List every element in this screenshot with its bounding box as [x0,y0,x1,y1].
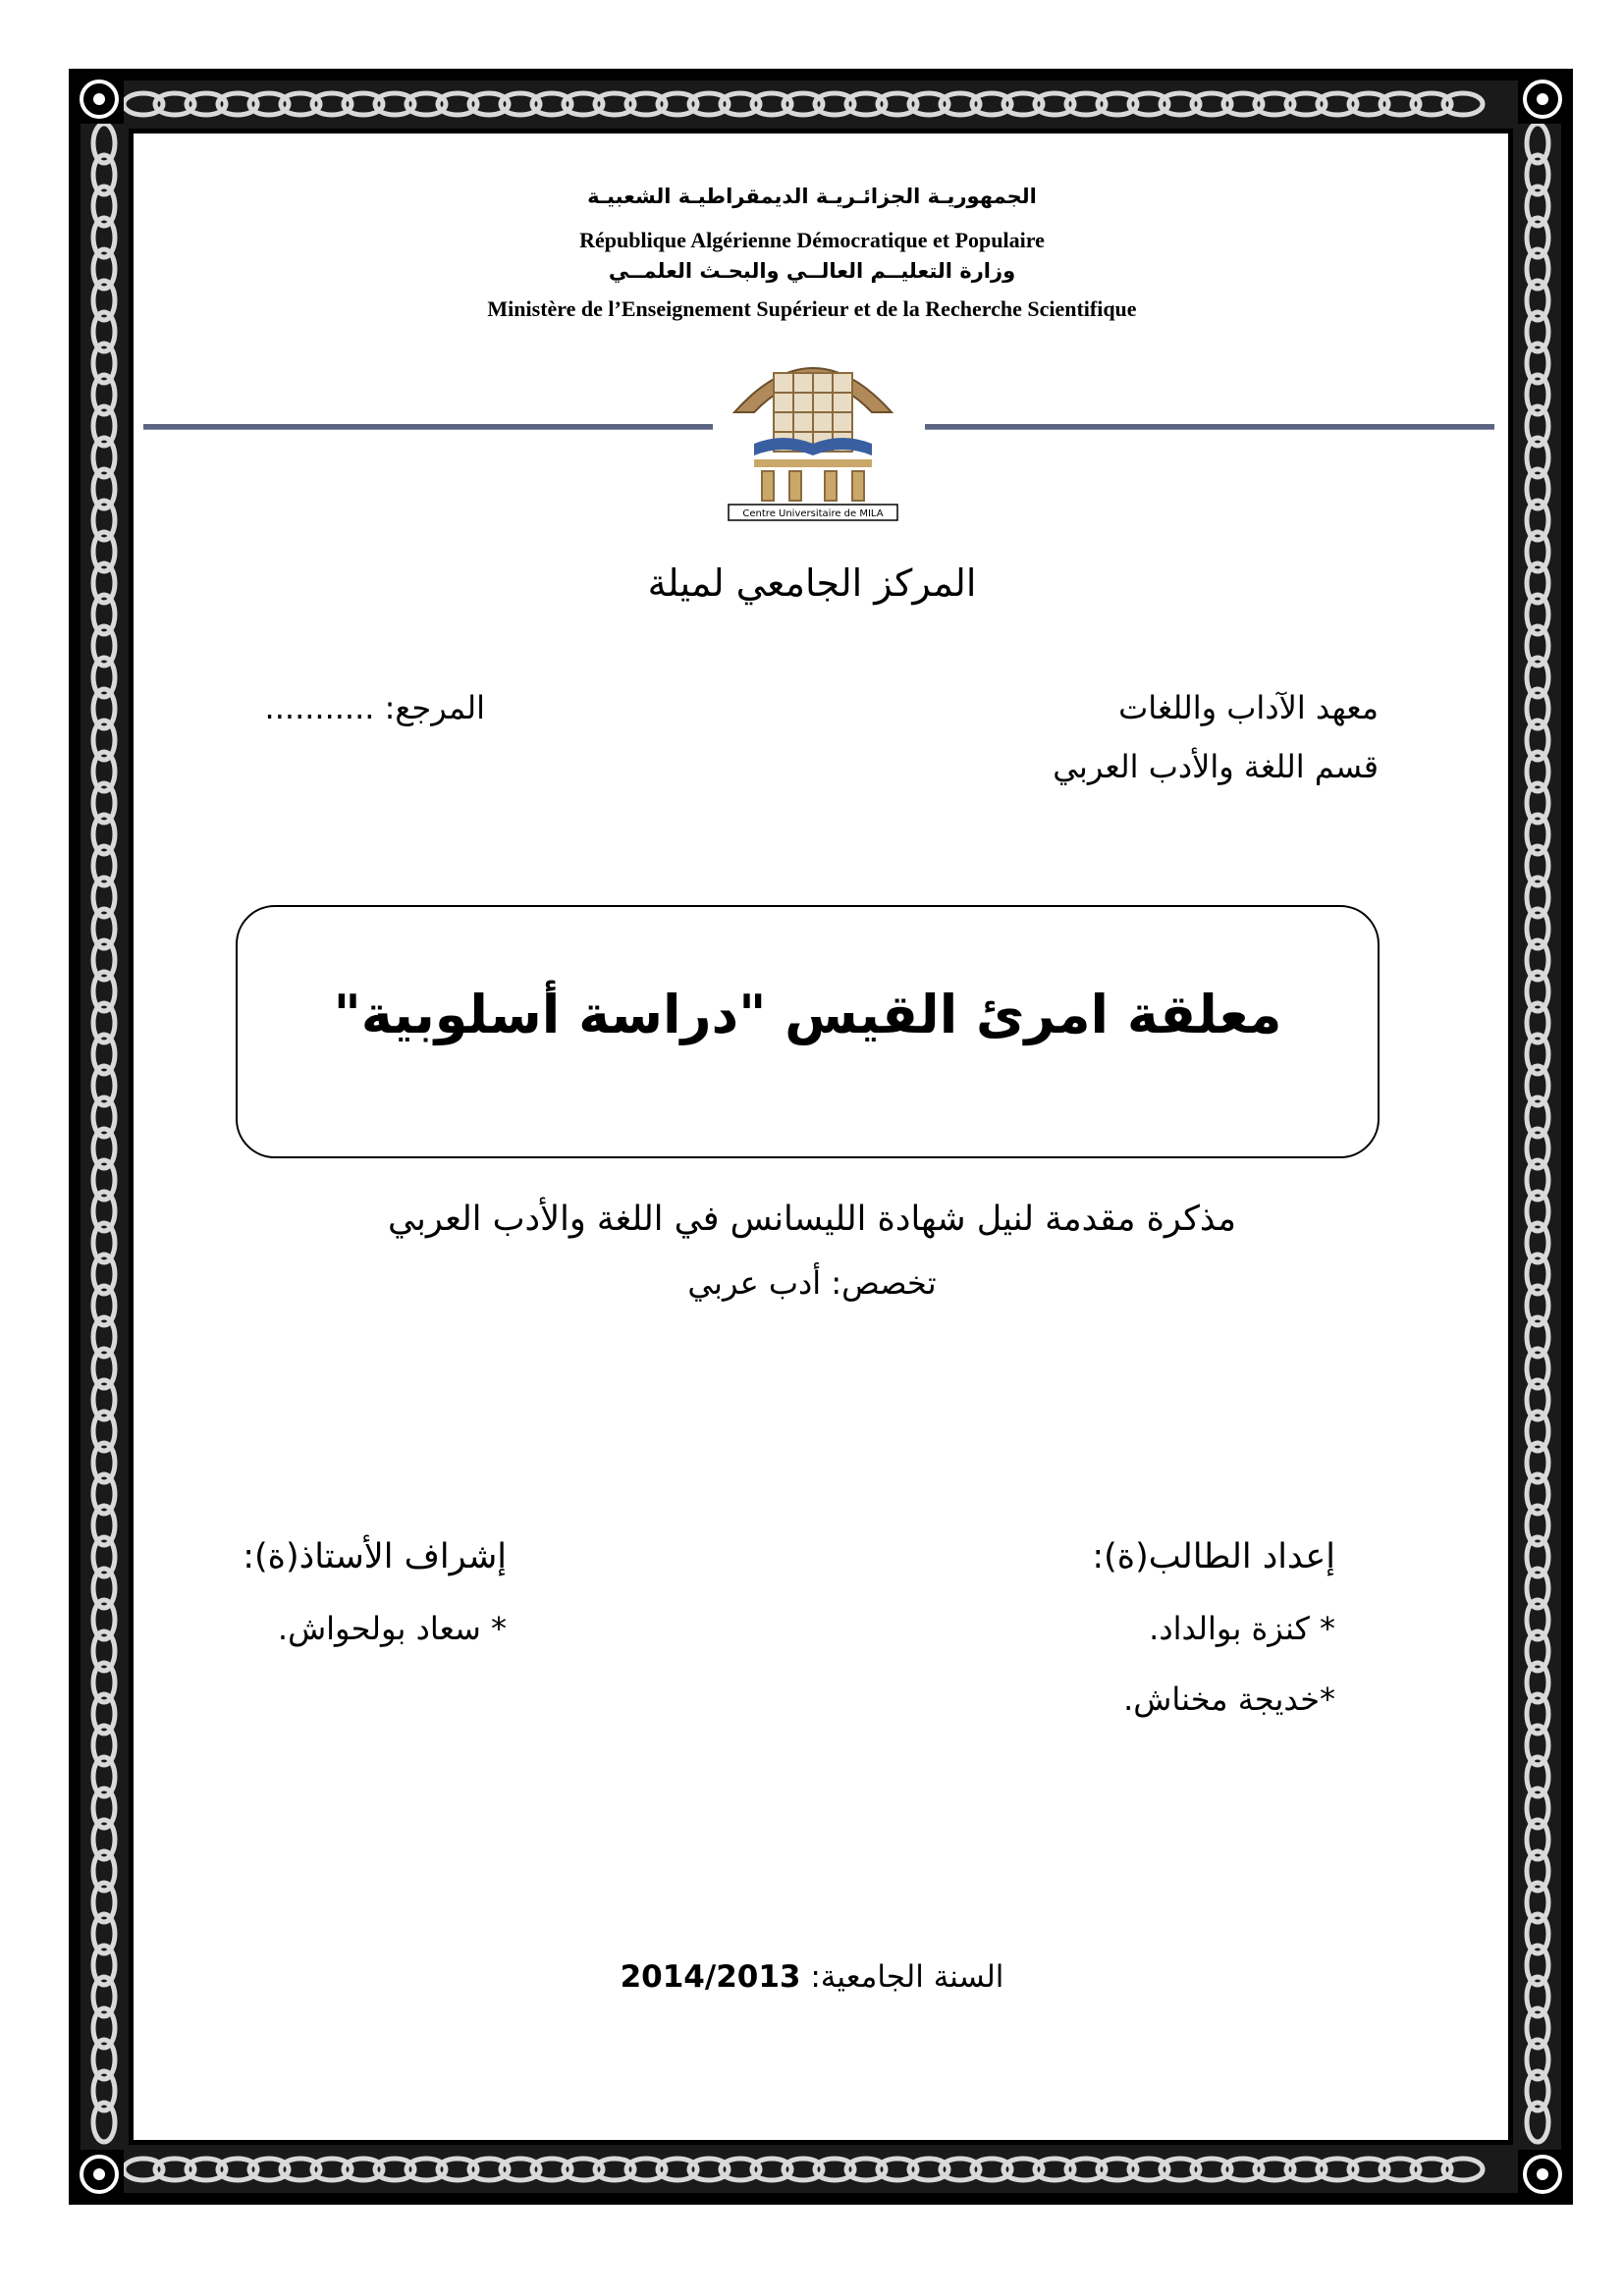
reference-number: المرجع: ........... [264,689,485,726]
corner-ornament-top-left [75,75,124,124]
corner-ornament-bottom-right [1518,2150,1567,2199]
supervisor-name: * سعاد بولحواش. [277,1610,507,1647]
university-name: المركز الجامعي لميلة [647,561,977,605]
university-logo [725,334,901,522]
student-name: * كنزة بوالداد. [1149,1610,1335,1647]
student-name: *خديجة مخناش. [1123,1681,1335,1718]
ministry-name-ar: وزارة التعليــم العالــي والبحـث العلمــي [608,259,1016,283]
logo-caption: Centre Universitaire de MILA [742,508,884,519]
institute-name: معهد الآداب واللغات [1118,689,1379,726]
header-rule-right [925,424,1494,430]
academic-year-value: 2014/2013 [620,1959,801,1995]
degree-statement: مذكرة مقدمة لنيل شهادة الليسانس في اللغة والأدب العربي [387,1200,1237,1239]
thesis-title: معلقة امرئ القيس "دراسة أسلوبية" [333,984,1282,1045]
academic-year-label: السنة الجامعية: [810,1959,1004,1995]
republic-name-fr: République Algérienne Démocratique et Populaire [579,228,1045,252]
header-rule-left [143,424,713,430]
students-label: إعداد الطالب(ة): [1092,1537,1335,1576]
academic-year [0,1959,1624,1995]
specialty: تخصص: أدب عربي [687,1264,937,1302]
department-name: قسم اللغة والأدب العربي [1053,748,1379,785]
corner-ornament-top-right [1518,75,1567,124]
title-box [236,905,1380,1158]
supervisor-label: إشراف الأستاذ(ة): [243,1537,507,1576]
republic-name-ar: الجمهوريـة الجزائـريـة الديمقراطيـة الشعبيـة [587,185,1037,208]
ministry-name-fr: Ministère de l’Enseignement Supérieur et de la Recherche Scientifique [487,296,1137,321]
corner-ornament-bottom-left [75,2150,124,2199]
